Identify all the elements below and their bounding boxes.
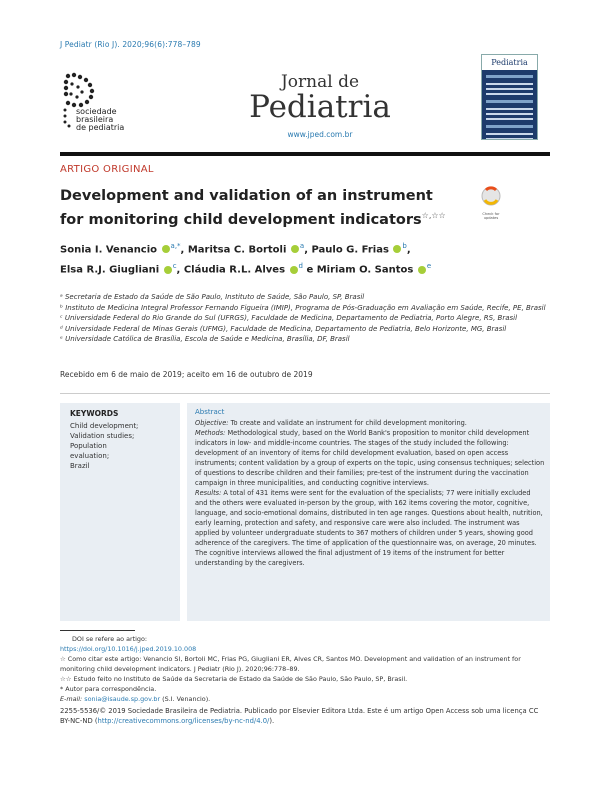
study-footnote: ☆☆ Estudo feito no Instituto de Saúde da Secretaria de Estado da Saúde de São Paulo, São Paulo, SP, Brasil. bbox=[60, 675, 408, 683]
check-for-updates-badge[interactable]: Check for updates bbox=[478, 186, 504, 216]
license-link[interactable]: http://creativecommons.org/licenses/by-nc-nd/4.0/ bbox=[97, 717, 270, 725]
footnote-divider bbox=[60, 630, 135, 631]
citation-footnote: ☆ Como citar este artigo: Venancio SI, Bortoli MC, Frias PG, Giugliani ER, Alves CR, Santos MO. Development and validation of an instrument for monitoring child development indicators. J Pediatr (Rio J). 2020;96:778–89. bbox=[60, 655, 521, 673]
orcid-icon[interactable] bbox=[162, 245, 170, 253]
doi-link[interactable]: https://doi.org/10.1016/j.jped.2019.10.008 bbox=[60, 645, 197, 653]
journal-cover-image bbox=[481, 54, 538, 140]
journal-prefix: Jornal de bbox=[280, 72, 360, 92]
journal-url[interactable]: www.jped.com.br bbox=[287, 130, 353, 139]
affiliations bbox=[60, 292, 550, 345]
affiliation: ᵉ Universidade Católica de Brasília, Escola de Saúde e Medicina, Brasília, DF, Brasil bbox=[60, 335, 350, 343]
header-divider bbox=[60, 152, 550, 156]
journal-masthead bbox=[175, 74, 465, 139]
author: Sonia I. Venancio bbox=[60, 244, 158, 256]
article-title: Development and validation of an instrument for monitoring child development indicators☆,☆☆ bbox=[60, 188, 446, 228]
affiliation: ᵃ Secretaria de Estado da Saúde de São Paulo, Instituto de Saúde, São Paulo, SP, Brasil bbox=[60, 293, 365, 301]
keyword: Population bbox=[70, 442, 107, 450]
copyright-notice: 2255-5536/© 2019 Sociedade Brasileira de Pediatria. Publicado por Elsevier Editora Ltda. Este é um artigo Open Access sob uma licença CC BY-NC-ND (http://creativecommons.org/licenses/by-nc-nd/4.0/). bbox=[60, 707, 539, 725]
doi-label: DOI se refere ao artigo: bbox=[72, 635, 148, 643]
journal-citation: J Pediatr (Rio J). 2020;96(6):778–789 bbox=[60, 40, 201, 49]
corresponding-footnote: * Autor para correspondência. bbox=[60, 685, 157, 693]
section-label: ARTIGO ORIGINAL bbox=[60, 164, 154, 175]
author: Maritsa C. Bortoli bbox=[187, 244, 287, 256]
affiliation: ᵈ Universidade Federal de Minas Gerais (UFMG), Faculdade de Medicina, Departamento de Pediatria, Belo Horizonte, MG, Brasil bbox=[60, 324, 507, 333]
keywords-panel bbox=[60, 403, 180, 621]
abstract-body: Objective: To create and validate an instrument for child development monitoring. Methods: Methodological study, based on the World Bank's proposition to monitor child development indicators in low- and middle-income countries. The stages of the study included the following: development of an inventory of items for child development evaluation, based on open access instruments; content validation by a group of experts on the topic, using consensus techniques; selection of questions to describe children and their families; pre-test of the instrument during the vaccination campaign in three municipalities, and conducting cognitive interviews. Results: A total of 431 items were sent for the evaluation of the specialists; 77 were initially excluded and the others were evaluated in-person by the group, with 162 items covering the motor, cognitive, language, and socio-emotional domains, distributed in ten age ranges. Questions about health, nutrition, early learning, protection and safety, and responsive care were also included. The instrument was applied by volunteer undergraduate students to 367 mothers of children under 5 years, showing good adherence of the caregivers. The time of application of the questionnaire was, on average, 20 minutes. The cognitive interviews allowed the final adjustment of 19 items of the instrument for better understanding by the caregivers. bbox=[195, 419, 545, 567]
affiliation: ᶜ Universidade Federal do Rio Grande do Sul (UFRGS), Faculdade de Medicina, Departamento de Pediatria, Porto Alegre, RS, Brasil bbox=[60, 314, 518, 322]
abstract-title: Abstract bbox=[195, 408, 225, 416]
title-footnote-marks: ☆,☆☆ bbox=[421, 211, 446, 220]
footnotes: DOI se refere ao artigo: https://doi.org/10.1016/j.jped.2019.10.008 ☆ Como citar este artigo: Venancio SI, Bortoli MC, Frias PG, Giugliani ER, Alves CR, Santos MO. Development and validation of an instrument for monitoring child development indicators. J Pediatr (Rio J). 2020;96:778–89. ☆☆ Estudo feito no Instituto de Saúde da Secretaria de Estado da Saúde de São Paulo, São Paulo, SP, Brasil. * Autor para correspondência. E-mail: sonia@isaude.sp.gov.br (S.I. Venancio). bbox=[60, 634, 550, 704]
email-link[interactable]: sonia@isaude.sp.gov.br bbox=[84, 695, 161, 703]
cover-title: Pediatria bbox=[482, 55, 537, 70]
keyword: Brazil bbox=[70, 462, 90, 470]
author-list: Sonia I. Venancio $^{a,*}$, Maritsa C. Bortoli $^a$, Paulo G. Frias $^b$, Elsa R.J. Giugliani $^c$, Cláudia R.L. Alves $^d$ e Miriam O. Santos $^e$ bbox=[60, 242, 432, 276]
keywords-title: KEYWORDS bbox=[70, 409, 119, 418]
keywords-list bbox=[70, 421, 175, 471]
keyword: evaluation; bbox=[70, 452, 110, 460]
orcid-icon[interactable] bbox=[290, 266, 298, 274]
keyword: Validation studies; bbox=[70, 432, 135, 440]
orcid-icon[interactable] bbox=[393, 245, 401, 253]
society-logo bbox=[60, 70, 140, 132]
orcid-icon[interactable] bbox=[291, 245, 299, 253]
society-logo-text: sociedade brasileira de pediatria bbox=[76, 107, 125, 132]
author: Miriam O. Santos bbox=[316, 264, 414, 276]
journal-name: Pediatria bbox=[249, 89, 391, 125]
divider bbox=[60, 393, 550, 394]
keyword: Child development; bbox=[70, 422, 139, 430]
orcid-icon[interactable] bbox=[164, 266, 172, 274]
orcid-icon[interactable] bbox=[418, 266, 426, 274]
received-dates: Recebido em 6 de maio de 2019; aceito em 16 de outubro de 2019 bbox=[60, 370, 313, 379]
author: Paulo G. Frias bbox=[311, 244, 389, 256]
check-updates-icon bbox=[478, 186, 504, 208]
author: Elsa R.J. Giugliani bbox=[60, 264, 160, 276]
author: Cláudia R.L. Alves bbox=[183, 264, 286, 276]
abstract-panel bbox=[187, 403, 550, 621]
affiliation: ᵇ Instituto de Medicina Integral Professor Fernando Figueira (IMIP), Programa de Pós-Graduação em Avaliação em Saúde, Recife, PE, Brasil bbox=[60, 303, 546, 312]
